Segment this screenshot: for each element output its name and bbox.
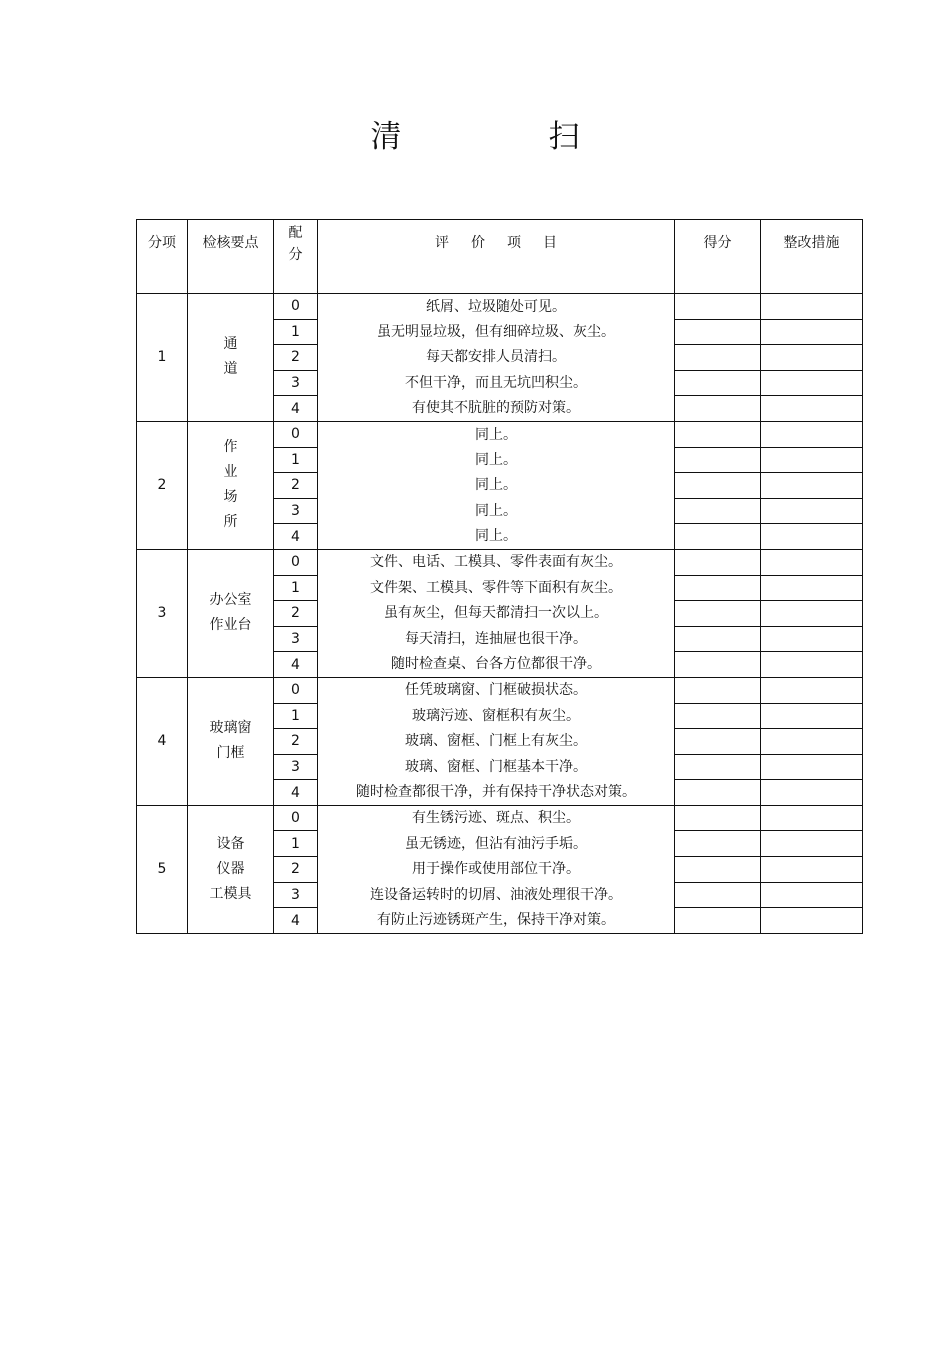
header-check-point: 检核要点 xyxy=(188,220,274,294)
score-input-cell[interactable] xyxy=(675,601,761,627)
cleaning-inspection-table xyxy=(136,219,863,934)
corrective-action-cell[interactable] xyxy=(761,882,863,908)
corrective-action-cell[interactable] xyxy=(761,294,863,320)
score-allocation-value: 2 xyxy=(274,729,318,755)
corrective-action-cell[interactable] xyxy=(761,754,863,780)
corrective-action-cell[interactable] xyxy=(761,601,863,627)
score-allocation-value: 1 xyxy=(274,319,318,345)
score-allocation-value: 3 xyxy=(274,626,318,652)
score-allocation-value: 0 xyxy=(274,677,318,703)
score-allocation-value: 3 xyxy=(274,370,318,396)
corrective-action-cell[interactable] xyxy=(761,473,863,499)
score-input-cell[interactable] xyxy=(675,652,761,678)
evaluation-description: 文件架、工模具、零件等下面积有灰尘。 xyxy=(318,575,675,601)
evaluation-description: 有使其不肮脏的预防对策。 xyxy=(318,396,675,422)
corrective-action-cell[interactable] xyxy=(761,780,863,806)
check-point xyxy=(188,805,274,933)
score-input-cell[interactable] xyxy=(675,729,761,755)
evaluation-description: 每天都安排人员清扫。 xyxy=(318,345,675,371)
score-input-cell[interactable] xyxy=(675,626,761,652)
evaluation-description: 连设备运转时的切屑、油液处理很干净。 xyxy=(318,882,675,908)
score-input-cell[interactable] xyxy=(675,908,761,934)
corrective-action-cell[interactable] xyxy=(761,498,863,524)
evaluation-description: 随时检查都很干净，并有保持干净状态对策。 xyxy=(318,780,675,806)
score-input-cell[interactable] xyxy=(675,345,761,371)
evaluation-description: 同上。 xyxy=(318,524,675,550)
header-score-allocation-text: 配分 xyxy=(288,225,303,263)
evaluation-description: 每天清扫，连抽屉也很干净。 xyxy=(318,626,675,652)
check-point-line: 办公室 xyxy=(209,592,252,609)
check-point-line: 门框 xyxy=(216,745,245,762)
evaluation-description: 文件、电话、工模具、零件表面有灰尘。 xyxy=(318,549,675,575)
item-number: 1 xyxy=(137,294,188,422)
evaluation-description: 用于操作或使用部位干净。 xyxy=(318,857,675,883)
score-allocation-value: 1 xyxy=(274,831,318,857)
header-evaluation: 评价项目 xyxy=(318,220,675,294)
score-allocation-value: 2 xyxy=(274,857,318,883)
score-allocation-value: 4 xyxy=(274,524,318,550)
check-point-line: 通 xyxy=(223,336,238,353)
check-point xyxy=(188,549,274,677)
corrective-action-cell[interactable] xyxy=(761,319,863,345)
table-body xyxy=(137,294,863,934)
evaluation-description: 玻璃、窗框、门框上有灰尘。 xyxy=(318,729,675,755)
evaluation-description: 虽有灰尘，但每天都清扫一次以上。 xyxy=(318,601,675,627)
corrective-action-cell[interactable] xyxy=(761,831,863,857)
score-allocation-value: 1 xyxy=(274,703,318,729)
evaluation-description: 任凭玻璃窗、门框破损状态。 xyxy=(318,677,675,703)
score-input-cell[interactable] xyxy=(675,524,761,550)
score-input-cell[interactable] xyxy=(675,447,761,473)
corrective-action-cell[interactable] xyxy=(761,370,863,396)
check-point xyxy=(188,294,274,422)
item-number: 3 xyxy=(137,549,188,677)
score-input-cell[interactable] xyxy=(675,831,761,857)
corrective-action-cell[interactable] xyxy=(761,805,863,831)
score-allocation-value: 0 xyxy=(274,805,318,831)
score-input-cell[interactable] xyxy=(675,805,761,831)
item-number: 4 xyxy=(137,677,188,805)
score-allocation-value: 0 xyxy=(274,294,318,320)
score-allocation-value: 0 xyxy=(274,421,318,447)
corrective-action-cell[interactable] xyxy=(761,908,863,934)
table-row xyxy=(137,805,863,831)
table-row xyxy=(137,549,863,575)
evaluation-description: 同上。 xyxy=(318,447,675,473)
score-allocation-value: 1 xyxy=(274,575,318,601)
score-input-cell[interactable] xyxy=(675,421,761,447)
evaluation-description: 同上。 xyxy=(318,421,675,447)
score-allocation-value: 0 xyxy=(274,549,318,575)
check-point-line: 设备 xyxy=(216,835,245,852)
corrective-action-cell[interactable] xyxy=(761,652,863,678)
corrective-action-cell[interactable] xyxy=(761,857,863,883)
score-allocation-value: 3 xyxy=(274,882,318,908)
score-allocation-value: 4 xyxy=(274,908,318,934)
check-point-line: 道 xyxy=(223,361,238,378)
evaluation-description: 有生锈污迹、斑点、积尘。 xyxy=(318,805,675,831)
header-row xyxy=(137,220,863,294)
score-allocation-value: 1 xyxy=(274,447,318,473)
corrective-action-cell[interactable] xyxy=(761,421,863,447)
corrective-action-cell[interactable] xyxy=(761,626,863,652)
evaluation-description: 同上。 xyxy=(318,473,675,499)
score-input-cell[interactable] xyxy=(675,294,761,320)
page-title: 清 扫 xyxy=(370,119,638,155)
corrective-action-cell[interactable] xyxy=(761,447,863,473)
corrective-action-cell[interactable] xyxy=(761,677,863,703)
score-input-cell[interactable] xyxy=(675,703,761,729)
evaluation-description: 虽无锈迹，但沾有油污手垢。 xyxy=(318,831,675,857)
score-allocation-value: 2 xyxy=(274,345,318,371)
item-number: 5 xyxy=(137,805,188,933)
header-corrective-action: 整改措施 xyxy=(761,220,863,294)
corrective-action-cell[interactable] xyxy=(761,549,863,575)
check-point-line: 作 xyxy=(223,439,238,456)
score-allocation-value: 4 xyxy=(274,652,318,678)
header-score-allocation xyxy=(274,220,318,294)
corrective-action-cell[interactable] xyxy=(761,703,863,729)
check-point-line: 仪器 xyxy=(216,860,245,877)
score-input-cell[interactable] xyxy=(675,370,761,396)
evaluation-description: 纸屑、垃圾随处可见。 xyxy=(318,294,675,320)
corrective-action-cell[interactable] xyxy=(761,729,863,755)
score-allocation-value: 2 xyxy=(274,473,318,499)
corrective-action-cell[interactable] xyxy=(761,524,863,550)
score-input-cell[interactable] xyxy=(675,857,761,883)
check-point-line: 工模具 xyxy=(209,885,252,902)
score-input-cell[interactable] xyxy=(675,319,761,345)
check-point-line: 场 xyxy=(223,489,238,506)
score-input-cell[interactable] xyxy=(675,575,761,601)
corrective-action-cell[interactable] xyxy=(761,575,863,601)
score-input-cell[interactable] xyxy=(675,677,761,703)
score-allocation-value: 2 xyxy=(274,601,318,627)
table-row xyxy=(137,294,863,320)
header-score: 得分 xyxy=(675,220,761,294)
check-point-line: 作业台 xyxy=(209,617,252,634)
check-point-line: 业 xyxy=(223,464,238,481)
corrective-action-cell[interactable] xyxy=(761,396,863,422)
table-row xyxy=(137,421,863,447)
check-point xyxy=(188,421,274,549)
evaluation-description: 同上。 xyxy=(318,498,675,524)
evaluation-description: 玻璃污迹、窗框积有灰尘。 xyxy=(318,703,675,729)
score-input-cell[interactable] xyxy=(675,754,761,780)
check-point-line: 玻璃窗 xyxy=(209,720,252,737)
score-input-cell[interactable] xyxy=(675,780,761,806)
check-point-line: 所 xyxy=(223,514,238,531)
item-number: 2 xyxy=(137,421,188,549)
score-input-cell[interactable] xyxy=(675,882,761,908)
evaluation-description: 有防止污迹锈斑产生，保持干净对策。 xyxy=(318,908,675,934)
score-input-cell[interactable] xyxy=(675,549,761,575)
header-item: 分项 xyxy=(137,220,188,294)
score-allocation-value: 3 xyxy=(274,754,318,780)
score-input-cell[interactable] xyxy=(675,473,761,499)
evaluation-description: 不但干净，而且无坑凹积尘。 xyxy=(318,370,675,396)
check-point xyxy=(188,677,274,805)
score-allocation-value: 3 xyxy=(274,498,318,524)
corrective-action-cell[interactable] xyxy=(761,345,863,371)
score-input-cell[interactable] xyxy=(675,396,761,422)
evaluation-description: 玻璃、窗框、门框基本干净。 xyxy=(318,754,675,780)
score-input-cell[interactable] xyxy=(675,498,761,524)
score-allocation-value: 4 xyxy=(274,780,318,806)
score-allocation-value: 4 xyxy=(274,396,318,422)
evaluation-description: 虽无明显垃圾，但有细碎垃圾、灰尘。 xyxy=(318,319,675,345)
evaluation-description: 随时检查桌、台各方位都很干净。 xyxy=(318,652,675,678)
table-row xyxy=(137,677,863,703)
